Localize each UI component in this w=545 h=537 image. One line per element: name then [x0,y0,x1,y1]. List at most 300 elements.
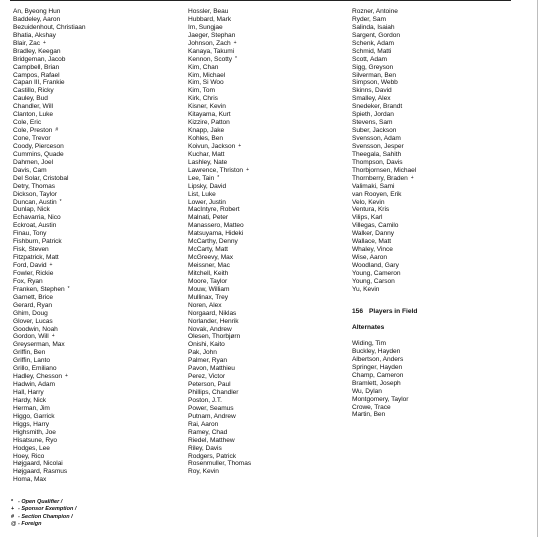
player-entry [13,381,85,389]
player-name: Hall, Harry [13,389,44,396]
legend-text: - Sponsor Exemption / [18,506,77,513]
player-entry [352,87,416,95]
player-entry [13,56,85,64]
player-entry [352,135,416,143]
player-entry [188,199,251,207]
player-entry [352,206,416,214]
player-entry [188,365,251,373]
player-name: Riedel, Matthew [188,436,235,444]
player-entry [188,437,251,445]
player-name: Snedeker, Brandt [352,103,403,111]
player-name: Duncan, Austin [13,198,57,206]
player-entry [352,175,416,183]
player-name: Dickson, Taylor [13,190,57,198]
player-status-mark: + [238,142,242,149]
player-name: Davis, Cam [13,166,47,174]
player-entry [188,254,251,262]
player-entry [188,262,251,270]
player-entry [13,254,85,262]
player-entry [188,167,251,175]
player-name: Vilips, Karl [352,214,383,222]
player-name: Knapp, Jake [188,127,225,135]
player-name: Fitzpatrick, Matt [13,254,59,262]
player-entry [188,48,251,56]
player-entry [352,16,416,24]
player-entry [188,206,251,214]
player-name: Sigg, Greyson [352,63,394,71]
player-name: Kirk, Chris [188,95,218,103]
player-name: Young, Carson [352,277,395,285]
player-name: Villegas, Camilo [352,222,399,230]
player-entry [352,151,416,159]
player-name: Hoey, Rico [13,452,45,460]
player-name: MacIntyre, Robert [188,206,240,214]
player-entry [13,326,85,334]
legend-item [11,514,76,521]
player-name: Thorbjornsen, Michael [352,166,417,174]
player-entry [188,56,251,64]
player-name: Norlander, Henrik [188,317,239,325]
player-entry [188,103,251,111]
player-name: McGreevy, Max [188,254,234,262]
player-entry [13,32,85,40]
player-entry [188,326,251,334]
player-name: Skinns, David [352,87,392,95]
player-name: Scott, Adam [352,55,388,63]
player-name: Koivun, Jackson [188,142,236,150]
player-entry [13,262,85,270]
player-entry [13,127,85,135]
player-entry [352,222,416,230]
player-name: Lawrence, Thriston [188,166,244,174]
player-entry [188,143,251,151]
player-entry [13,357,85,365]
player-entry [13,183,85,191]
player-name: Kim, Chan [188,63,219,71]
player-entry [352,199,416,207]
player-entry [188,468,251,476]
player-name: McCarthy, Denny [188,238,238,246]
player-name: Wise, Aaron [352,254,387,262]
player-entry [13,72,85,80]
alternate-name: Springer, Hayden [352,363,403,371]
player-name: Novak, Andrew [188,325,232,333]
player-name: Peterson, Paul [188,381,231,389]
player-name: Echavarria, Nico [13,214,61,222]
legend-symbol: @ [11,521,17,528]
player-name: Schmid, Matti [352,47,392,55]
player-name: Kennon, Scotty [188,55,233,63]
player-status-mark: + [233,39,237,46]
player-entry [352,56,416,64]
player-name: Cummins, Quade [13,150,64,158]
player-name: Højgaard, Rasmus [13,468,68,476]
player-entry [188,333,251,341]
player-entry [13,8,85,16]
player-entry [188,357,251,365]
player-name: Olesen, Thorbjørn [188,333,241,341]
player-name: Del Solar, Cristobal [13,174,69,182]
player-entry [13,310,85,318]
player-name: Rodgers, Patrick [188,452,236,460]
player-status-mark: # [55,127,59,134]
player-name: Kisner, Kevin [188,103,226,111]
player-entry [188,341,251,349]
player-name: Stevens, Sam [352,119,393,127]
player-entry [188,397,251,405]
player-name: Dahmen, Joel [13,158,54,166]
player-entry [352,230,416,238]
player-name: Higgs, Harry [13,420,50,428]
player-name: Cole, Preston [13,127,53,135]
player-entry [188,429,251,437]
player-entry [188,349,251,357]
player-entry [188,310,251,318]
player-status-mark: + [64,373,68,380]
alternate-name: Buckley, Hayden [352,347,401,355]
player-name: Power, Seamus [188,404,234,412]
player-entry [352,95,416,103]
player-entry [188,413,251,421]
legend-symbol: + [11,506,15,513]
player-entry [13,151,85,159]
player-name: Coody, Pierceson [13,142,64,150]
player-entry [188,421,251,429]
player-entry [188,230,251,238]
player-entry [188,32,251,40]
player-name: Fishburn, Patrick [13,238,62,246]
player-name: Riley, Davis [188,444,222,452]
player-name: Walker, Danny [352,230,394,238]
player-entry [188,222,251,230]
player-name: Hubbard, Mark [188,15,231,23]
player-entry [188,214,251,222]
player-name: Mitchell, Keith [188,269,229,277]
player-name: Johnson, Zach [188,39,231,47]
player-entry [352,214,416,222]
player-entry [188,183,251,191]
player-name: Goodwin, Noah [13,325,58,333]
player-name: Hisatsune, Ryo [13,436,58,444]
player-entry [188,87,251,95]
player-name: Schenk, Adam [352,39,394,47]
player-entry [352,262,416,270]
player-name: Lashley, Nate [188,158,228,166]
player-entry [13,476,85,484]
player-entry [352,127,416,135]
player-name: Hodges, Lee [13,444,50,452]
player-name: List, Luke [188,190,216,198]
player-entry [13,175,85,183]
player-entry [188,318,251,326]
player-entry [352,79,416,87]
field-count-number: 156 [352,308,364,315]
player-name: Rozner, Antoine [352,8,398,15]
player-name: Rosenmuller, Thomas [188,460,252,468]
player-name: Ghim, Doug [13,309,48,317]
player-entry [188,119,251,127]
alternate-name: Wu, Dylan [352,387,382,395]
player-column-1 [13,8,85,484]
player-name: Moore, Taylor [188,277,228,285]
player-entry [13,135,85,143]
player-entry [13,460,85,468]
player-name: Ford, David [13,262,47,269]
player-entry [352,246,416,254]
player-name: Malnati, Peter [188,214,228,222]
legend-text: - Open Qualifier / [18,499,63,505]
player-name: Onishi, Kaito [188,341,225,349]
player-name: Hadwin, Adam [13,381,55,389]
player-entry [13,103,85,111]
player-entry [188,79,251,87]
player-name: Bridgeman, Jacob [13,55,66,63]
player-name: Whaley, Vince [352,246,393,254]
player-column-2 [188,8,251,476]
player-entry [188,405,251,413]
player-status-mark: * [235,55,237,62]
player-name: Eckroat, Austin [13,222,57,230]
player-entry [13,397,85,405]
alternate-name: Crowe, Trace [352,403,391,411]
player-entry [13,333,85,341]
player-entry [352,8,416,16]
player-name: Smalley, Alex [352,95,391,103]
player-name: van Rooyen, Erik [352,190,402,198]
player-name: Meissner, Mac [188,262,230,269]
player-name: Gordon, Will [13,333,49,341]
player-name: Campbell, Brian [13,63,60,71]
player-name: Finau, Tony [13,230,47,238]
player-entry [352,143,416,151]
player-name: Lipsky, David [188,182,227,190]
player-entry [352,72,416,80]
player-name: Simpson, Webb [352,79,398,87]
alternates-list [352,340,408,419]
player-entry [188,127,251,135]
field-count-label: Players in Field [369,308,418,315]
player-name: Higgo, Garrick [13,412,55,420]
player-entry [13,199,85,207]
alternates-heading: Alternates [352,324,385,331]
player-entry [188,389,251,397]
player-name: Pak, John [188,349,217,357]
player-entry [352,64,416,72]
player-entry [352,286,416,294]
player-name: Palmer, Ryan [188,357,227,365]
player-name: Chandler, Will [13,103,53,111]
player-entry [352,40,416,48]
player-entry [352,32,416,40]
player-name: An, Byeong Hun [13,8,61,15]
player-name: Silverman, Ben [352,71,397,79]
player-entry [13,111,85,119]
player-entry [13,230,85,238]
player-entry [13,64,85,72]
player-name: Mouw, William [188,285,230,293]
player-name: Svensson, Adam [352,135,401,142]
player-name: Kim, Si Woo [188,79,224,87]
player-name: Salinda, Isaiah [352,23,395,31]
player-name: Campos, Rafael [13,71,60,79]
player-name: Castillo, Ricky [13,87,54,95]
player-entry [13,222,85,230]
legend-text: - Section Champion / [18,513,73,520]
player-entry [188,111,251,119]
player-entry [352,278,416,286]
page-edge [537,0,538,537]
player-name: Putnam, Andrew [188,412,236,420]
player-name: Kohles, Ben [188,135,224,142]
player-name: Hardy, Nick [13,396,47,404]
player-entry [13,48,85,56]
alternate-name: Champ, Cameron [352,371,404,379]
player-name: Yu, Kevin [352,285,380,293]
player-entry [352,238,416,246]
player-entry [13,270,85,278]
player-entry [188,278,251,286]
player-name: Herman, Jim [13,404,50,412]
alternate-name: Albertson, Anders [352,355,404,363]
alternate-name: Bramlett, Joseph [352,379,401,387]
player-name: Homa, Max [13,476,47,484]
player-entry [352,254,416,262]
player-name: Cauley, Bud [13,95,48,103]
player-name: Noren, Alex [188,301,222,309]
player-name: Theegala, Sahith [352,150,402,158]
player-name: Bezuidenhout, Christiaan [13,23,86,31]
player-name: Capan III, Frankie [13,79,65,87]
player-status-mark: + [49,262,53,268]
player-entry [13,373,85,381]
player-name: Franken, Stephen [13,285,65,293]
player-entry [188,381,251,389]
player-status-mark: * [59,198,62,205]
player-name: Manassero, Matteo [188,222,244,230]
player-entry [13,437,85,445]
player-name: Valimaki, Sami [352,182,395,190]
player-entry [13,453,85,461]
player-name: Kuchar, Matt [188,150,225,158]
player-name: Bradley, Keegan [13,47,61,55]
player-name: Grillo, Emiliano [13,365,57,373]
player-entry [13,445,85,453]
player-name: Kim, Tom [188,87,215,95]
player-name: Cole, Eric [13,119,42,127]
player-entry [13,143,85,151]
player-entry [188,302,251,310]
player-entry [13,413,85,421]
player-entry [188,159,251,167]
player-entry [188,460,251,468]
player-name: Baddeley, Aaron [13,15,61,23]
player-name: Suber, Jackson [352,127,397,135]
player-entry [188,175,251,183]
player-entry [352,111,416,119]
player-entry [188,16,251,24]
field-count [352,308,417,315]
legend [11,499,76,529]
alternate-name: Widing, Tim [352,340,386,347]
player-entry [13,95,85,103]
player-name: Fowler, Rickie [13,269,54,277]
legend-item [11,506,76,513]
player-name: Griffin, Ben [13,349,46,357]
player-name: Jaeger, Stephan [188,31,236,39]
player-entry [188,286,251,294]
player-entry [352,191,416,199]
player-status-mark: + [42,39,46,46]
player-entry [13,468,85,476]
player-entry [13,79,85,87]
player-name: Blair, Zac [13,39,40,47]
player-entry [188,40,251,48]
player-entry [188,373,251,381]
player-entry [352,167,416,175]
player-name: Kanaya, Takumi [188,47,235,55]
player-entry [13,318,85,326]
player-name: Svensson, Jesper [352,142,404,150]
player-name: Gerard, Ryan [13,301,52,309]
player-entry [13,191,85,199]
player-entry [352,159,416,167]
player-entry [13,167,85,175]
player-status-mark: + [246,166,249,173]
player-name: Lower, Justin [188,198,226,206]
player-name: Mullinax, Trey [188,293,228,301]
player-name: Young, Cameron [352,269,401,277]
player-entry [188,294,251,302]
player-name: Highsmith, Joe [13,428,56,436]
player-name: Im, Sungjae [188,23,223,31]
player-entry [13,365,85,373]
player-entry [188,72,251,80]
player-entry [13,349,85,357]
player-entry [188,64,251,72]
player-name: Wallace, Matt [352,238,392,246]
player-name: Ryder, Sam [352,15,386,23]
player-entry [13,294,85,302]
player-entry [188,135,251,143]
legend-text: - Foreign [18,521,42,528]
player-status-mark: + [410,174,414,181]
player-name: Thompson, Davis [352,158,403,166]
player-name: Dunlap, Nick [13,206,50,214]
player-name: Greyserman, Max [13,341,65,349]
player-entry [352,24,416,32]
player-name: Hadley, Chesson [13,373,62,381]
player-name: Ventura, Kris [352,206,390,214]
alternate-name: Martin, Ben [352,411,386,419]
player-entry [352,103,416,111]
player-name: Fisk, Steven [13,246,49,254]
player-name: Spieth, Jordan [352,111,394,119]
player-entry [188,191,251,199]
player-name: Lee, Tain [188,174,215,182]
player-name: Rai, Aaron [188,420,219,428]
player-entry [13,206,85,214]
player-name: Cone, Trevor [13,135,51,142]
player-entry [188,151,251,159]
player-entry [13,87,85,95]
player-entry [13,405,85,413]
player-entry [13,302,85,310]
player-name: Clanton, Luke [13,111,54,119]
player-entry [13,24,85,32]
player-name: Ramey, Chad [188,428,228,436]
player-status-mark: * [67,285,70,292]
player-entry [188,8,251,16]
